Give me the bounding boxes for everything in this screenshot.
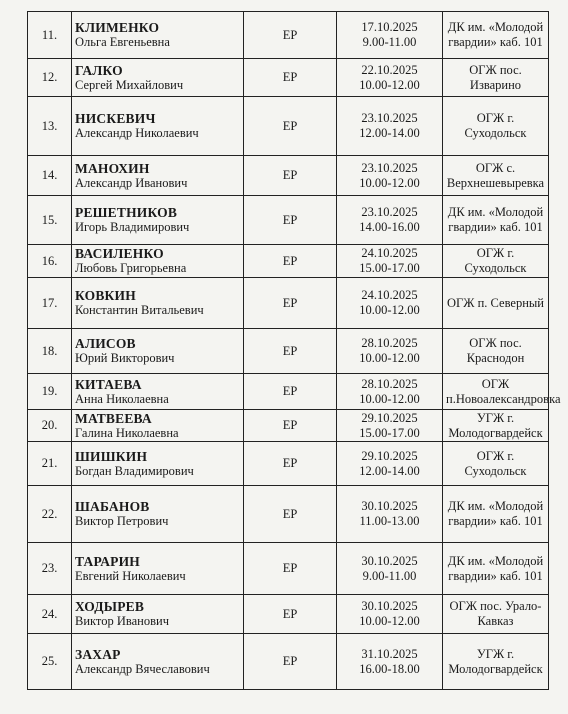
time: 10.00-12.00 — [359, 175, 420, 190]
reception-schedule-table — [27, 11, 561, 690]
reception-place: ОГЖ п. Северный — [443, 278, 549, 329]
date: 23.10.2025 — [361, 205, 418, 219]
reception-datetime — [337, 329, 443, 374]
row-number: 24. — [28, 595, 72, 634]
date: 17.10.2025 — [361, 20, 418, 34]
row-number: 14. — [28, 156, 72, 196]
time: 9.00-11.00 — [362, 568, 417, 583]
given-names: Любовь Григорьевна — [75, 261, 187, 275]
party: ЕР — [244, 595, 337, 634]
row-number: 22. — [28, 486, 72, 543]
deputy-name — [72, 410, 244, 442]
reception-place: ДК им. «Молодой гвардии» каб. 101 — [443, 12, 549, 59]
party: ЕР — [244, 278, 337, 329]
reception-datetime — [337, 634, 443, 690]
reception-place: ОГЖ г. Суходольск — [443, 97, 549, 156]
time: 10.00-12.00 — [359, 614, 420, 628]
party: ЕР — [244, 156, 337, 196]
time: 12.00-14.00 — [359, 126, 420, 140]
table-row — [28, 12, 549, 59]
surname: ТАРАРИН — [75, 553, 140, 569]
date: 28.10.2025 — [361, 336, 418, 350]
surname: РЕШЕТНИКОВ — [75, 205, 178, 220]
date: 23.10.2025 — [361, 111, 418, 125]
deputy-name — [72, 329, 244, 374]
reception-datetime — [337, 12, 443, 59]
time: 10.00-12.00 — [359, 77, 420, 92]
given-names: Сергей Михайлович — [75, 77, 184, 92]
date: 28.10.2025 — [361, 376, 418, 391]
time: 10.00-12.00 — [359, 391, 420, 406]
party: ЕР — [244, 543, 337, 595]
table-row — [28, 329, 549, 374]
surname: НИСКЕВИЧ — [75, 111, 156, 126]
date: 29.10.2025 — [361, 448, 418, 463]
time: 15.00-17.00 — [359, 425, 420, 440]
party: ЕР — [244, 245, 337, 278]
surname: ШАБАНОВ — [75, 499, 150, 514]
date: 30.10.2025 — [361, 553, 418, 568]
deputy-name — [72, 156, 244, 196]
deputy-name — [72, 374, 244, 410]
row-number: 12. — [28, 59, 72, 97]
party: ЕР — [244, 12, 337, 59]
row-number: 13. — [28, 97, 72, 156]
date: 29.10.2025 — [361, 410, 418, 425]
deputy-name — [72, 245, 244, 278]
given-names: Александр Вячеславович — [75, 661, 210, 676]
deputy-name — [72, 486, 244, 543]
reception-place: УГЖ г. Молодогвардейск — [443, 634, 549, 690]
given-names: Виктор Петрович — [75, 514, 169, 528]
row-number: 11. — [28, 12, 72, 59]
surname: ГАЛКО — [75, 62, 123, 78]
date: 30.10.2025 — [361, 499, 418, 513]
reception-place: ОГЖ г. Суходольск — [443, 442, 549, 486]
row-number: 25. — [28, 634, 72, 690]
deputy-name — [72, 442, 244, 486]
reception-datetime — [337, 442, 443, 486]
reception-datetime — [337, 410, 443, 442]
given-names: Ольга Евгеньевна — [75, 35, 170, 49]
given-names: Юрий Викторович — [75, 351, 175, 365]
reception-datetime — [337, 97, 443, 156]
given-names: Анна Николаевна — [75, 391, 169, 406]
date: 23.10.2025 — [361, 160, 418, 175]
time: 15.00-17.00 — [359, 261, 420, 275]
time: 10.00-12.00 — [359, 303, 420, 317]
reception-datetime — [337, 245, 443, 278]
table-row — [28, 59, 549, 97]
reception-place: ДК им. «Молодой гвардии» каб. 101 — [443, 486, 549, 543]
table-row — [28, 595, 549, 634]
party: ЕР — [244, 59, 337, 97]
surname: ЗАХАР — [75, 646, 121, 662]
surname: ВАСИЛЕНКО — [75, 246, 164, 261]
time: 11.00-13.00 — [359, 514, 420, 528]
reception-place: ОГЖ пос. Урало-Кавказ — [443, 595, 549, 634]
reception-place: ОГЖ с. Верхнешевыревка — [443, 156, 549, 196]
time: 9.00-11.00 — [362, 35, 417, 49]
table-row — [28, 374, 549, 410]
row-number: 21. — [28, 442, 72, 486]
row-number: 20. — [28, 410, 72, 442]
given-names: Богдан Владимирович — [75, 463, 194, 478]
time: 14.00-16.00 — [359, 220, 420, 234]
surname: КИТАЕВА — [75, 376, 142, 392]
reception-datetime — [337, 543, 443, 595]
table-row — [28, 278, 549, 329]
time: 10.00-12.00 — [359, 351, 420, 365]
date: 31.10.2025 — [361, 646, 418, 661]
party: ЕР — [244, 410, 337, 442]
date: 24.10.2025 — [361, 288, 418, 302]
deputy-name — [72, 595, 244, 634]
date: 24.10.2025 — [361, 246, 418, 260]
surname: КОВКИН — [75, 288, 136, 303]
date: 22.10.2025 — [361, 62, 418, 77]
reception-place: ОГЖ пос. Краснодон — [443, 329, 549, 374]
time: 12.00-14.00 — [359, 463, 420, 478]
reception-place: ДК им. «Молодой гвардии» каб. 101 — [443, 543, 549, 595]
reception-datetime — [337, 486, 443, 543]
reception-place: ОГЖ г. Суходольск — [443, 245, 549, 278]
reception-datetime — [337, 196, 443, 245]
table-row — [28, 156, 549, 196]
reception-place: УГЖ г. Молодогвардейск — [443, 410, 549, 442]
reception-place: ОГЖ п.Новоалександровка — [443, 374, 549, 410]
surname: ШИШКИН — [75, 448, 148, 464]
given-names: Константин Витальевич — [75, 303, 204, 317]
table-row — [28, 442, 549, 486]
deputy-name — [72, 634, 244, 690]
given-names: Александр Николаевич — [75, 126, 199, 140]
reception-place: ДК им. «Молодой гвардии» каб. 101 — [443, 196, 549, 245]
party: ЕР — [244, 486, 337, 543]
deputy-name — [72, 12, 244, 59]
row-number: 17. — [28, 278, 72, 329]
surname: МАТВЕЕВА — [75, 410, 152, 426]
row-number: 15. — [28, 196, 72, 245]
given-names: Игорь Владимирович — [75, 220, 190, 234]
party: ЕР — [244, 634, 337, 690]
deputy-name — [72, 196, 244, 245]
table-row — [28, 543, 549, 595]
table-row — [28, 97, 549, 156]
party: ЕР — [244, 97, 337, 156]
deputy-name — [72, 59, 244, 97]
table-row — [28, 486, 549, 543]
given-names: Виктор Иванович — [75, 614, 169, 628]
time: 16.00-18.00 — [359, 661, 420, 676]
deputy-name — [72, 278, 244, 329]
surname: АЛИСОВ — [75, 336, 136, 351]
table-row — [28, 245, 549, 278]
party: ЕР — [244, 374, 337, 410]
reception-datetime — [337, 59, 443, 97]
reception-place: ОГЖ пос. Изварино — [443, 59, 549, 97]
table-row — [28, 196, 549, 245]
row-number: 19. — [28, 374, 72, 410]
party: ЕР — [244, 442, 337, 486]
row-number: 16. — [28, 245, 72, 278]
reception-datetime — [337, 374, 443, 410]
date: 30.10.2025 — [361, 599, 418, 613]
deputy-name — [72, 543, 244, 595]
row-number: 18. — [28, 329, 72, 374]
given-names: Александр Иванович — [75, 175, 188, 190]
given-names: Евгений Николаевич — [75, 568, 186, 583]
table-row — [28, 410, 549, 442]
reception-datetime — [337, 156, 443, 196]
surname: КЛИМЕНКО — [75, 20, 160, 35]
surname: МАНОХИН — [75, 160, 150, 176]
given-names: Галина Николаевна — [75, 425, 179, 440]
surname: ХОДЫРЕВ — [75, 599, 145, 614]
reception-datetime — [337, 595, 443, 634]
reception-datetime — [337, 278, 443, 329]
party: ЕР — [244, 196, 337, 245]
deputy-name — [72, 97, 244, 156]
party: ЕР — [244, 329, 337, 374]
row-number: 23. — [28, 543, 72, 595]
table-row — [28, 634, 549, 690]
